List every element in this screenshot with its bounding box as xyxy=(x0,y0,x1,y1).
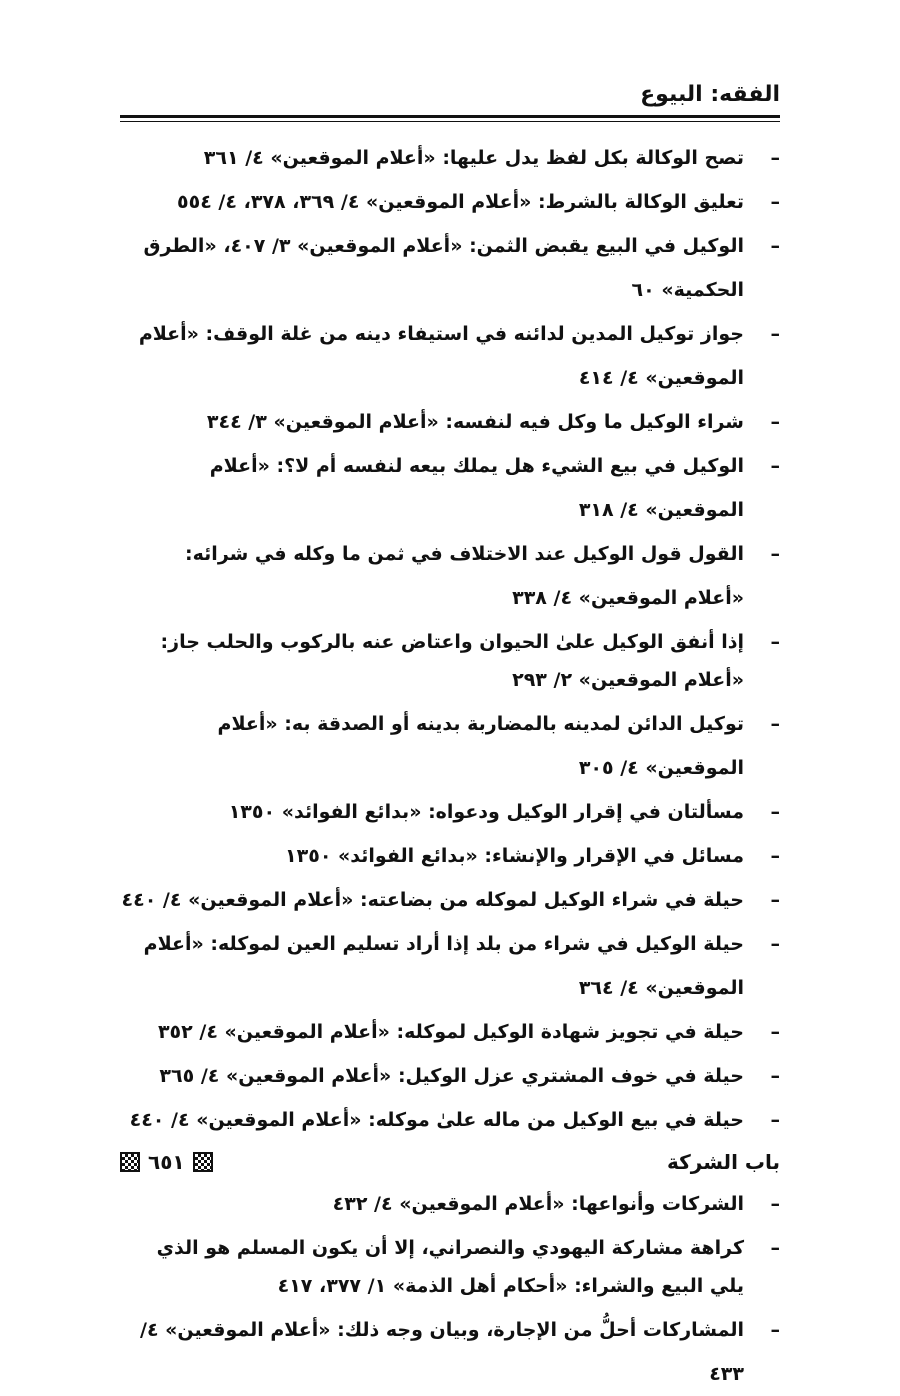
entry-dash: – xyxy=(770,455,780,477)
entry-dash: – xyxy=(770,801,780,823)
entry-dash: – xyxy=(770,1021,780,1043)
index-entry xyxy=(120,620,780,702)
page-number: ٦٥١ xyxy=(148,1150,185,1174)
index-entry xyxy=(120,312,780,400)
section-heading: باب الشركة xyxy=(667,1150,780,1174)
entry-text: مسائل في الإقرار والإنشاء: «بدائع الفوائد» ١٣٥٠ xyxy=(285,845,744,867)
index-entry xyxy=(120,1098,780,1142)
entry-text: جواز توكيل المدين لدائنه في استيفاء دينه من غلة الوقف: «أعلام الموقعين» ٤/ ٤١٤ xyxy=(138,323,744,389)
entry-text: الوكيل في البيع يقبض الثمن: «أعلام الموقعين» ٣/ ٤٠٧، «الطرق الحكمية» ٦٠ xyxy=(143,235,744,301)
index-entry xyxy=(120,400,780,444)
entry-dash: – xyxy=(770,147,780,169)
entry-dash: – xyxy=(770,889,780,911)
entry-text: إذا أنفق الوكيل علىٰ الحيوان واعتاض عنه بالركوب والحلب جاز: «أعلام الموقعين» ٢/ ٢٩٣ xyxy=(160,631,744,691)
index-entry xyxy=(120,224,780,312)
entry-dash: – xyxy=(770,631,780,653)
index-entry xyxy=(120,834,780,878)
index-entry xyxy=(120,136,780,180)
entry-dash: – xyxy=(770,1065,780,1087)
entry-dash: – xyxy=(770,845,780,867)
entry-dash: – xyxy=(770,543,780,565)
entry-text: حيلة في تجويز شهادة الوكيل لموكله: «أعلام الموقعين» ٤/ ٣٥٢ xyxy=(157,1021,744,1043)
index-entry xyxy=(120,444,780,532)
index-entry xyxy=(120,1226,780,1308)
entry-dash: – xyxy=(770,713,780,735)
index-entry xyxy=(120,1054,780,1098)
entry-text: القول قول الوكيل عند الاختلاف في ثمن ما وكله في شرائه: «أعلام الموقعين» ٤/ ٣٣٨ xyxy=(185,543,744,609)
header-rule-thick xyxy=(120,115,780,118)
entry-text: توكيل الدائن لمدينه بالمضاربة بدينه أو الصدقة به: «أعلام الموقعين» ٤/ ٣٠٥ xyxy=(217,713,744,779)
index-content xyxy=(120,136,780,1396)
entry-dash: – xyxy=(770,1319,780,1341)
entry-text: شراء الوكيل ما وكل فيه لنفسه: «أعلام الموقعين» ٣/ ٣٤٤ xyxy=(206,411,744,433)
entry-dash: – xyxy=(770,1237,780,1259)
index-entry xyxy=(120,878,780,922)
entry-dash: – xyxy=(770,933,780,955)
ornament-icon xyxy=(193,1152,213,1172)
entry-text: الوكيل في بيع الشيء هل يملك بيعه لنفسه أم لا؟: «أعلام الموقعين» ٤/ ٣١٨ xyxy=(209,455,744,521)
entry-text: حيلة في خوف المشتري عزل الوكيل: «أعلام الموقعين» ٤/ ٣٦٥ xyxy=(159,1065,744,1087)
index-entry xyxy=(120,1308,780,1396)
index-entry xyxy=(120,1010,780,1054)
entry-text: كراهة مشاركة اليهودي والنصراني، إلا أن يكون المسلم هو الذي يلي البيع والشراء: «أحكام أهل الذمة» ١/ ٣٧٧، ٤١٧ xyxy=(156,1237,744,1297)
index-entry xyxy=(120,702,780,790)
entry-text: مسألتان في إقرار الوكيل ودعواه: «بدائع الفوائد» ١٣٥٠ xyxy=(228,801,744,823)
index-entry xyxy=(120,922,780,1010)
entry-dash: – xyxy=(770,1193,780,1215)
index-entry xyxy=(120,790,780,834)
entry-text: حيلة في بيع الوكيل من ماله علىٰ موكله: «أعلام الموقعين» ٤/ ٤٤٠ xyxy=(129,1109,744,1131)
header-rule-thin xyxy=(120,121,780,122)
index-entry xyxy=(120,180,780,224)
running-header: الفقه: البيوع xyxy=(640,82,780,107)
entry-dash: – xyxy=(770,411,780,433)
page-footer xyxy=(120,1150,213,1174)
entry-text: تصح الوكالة بكل لفظ يدل عليها: «أعلام الموقعين» ٤/ ٣٦١ xyxy=(203,147,744,169)
entry-text: المشاركات أحلُّ من الإجارة، وبيان وجه ذلك: «أعلام الموقعين» ٤/ ٤٣٣ xyxy=(139,1319,744,1385)
entry-dash: – xyxy=(770,191,780,213)
entry-dash: – xyxy=(770,1109,780,1131)
entry-dash: – xyxy=(770,323,780,345)
index-entry xyxy=(120,532,780,620)
entry-text: حيلة في شراء الوكيل لموكله من بضاعته: «أعلام الموقعين» ٤/ ٤٤٠ xyxy=(121,889,744,911)
index-entry xyxy=(120,1182,780,1226)
entry-text: الشركات وأنواعها: «أعلام الموقعين» ٤/ ٤٣٢ xyxy=(332,1193,744,1215)
ornament-icon xyxy=(120,1152,140,1172)
entry-dash: – xyxy=(770,235,780,257)
entry-text: حيلة الوكيل في شراء من بلد إذا أراد تسليم العين لموكله: «أعلام الموقعين» ٤/ ٣٦٤ xyxy=(143,933,744,999)
entry-text: تعليق الوكالة بالشرط: «أعلام الموقعين» ٤/ ٣٦٩، ٣٧٨، ٤/ ٥٥٤ xyxy=(177,191,744,213)
